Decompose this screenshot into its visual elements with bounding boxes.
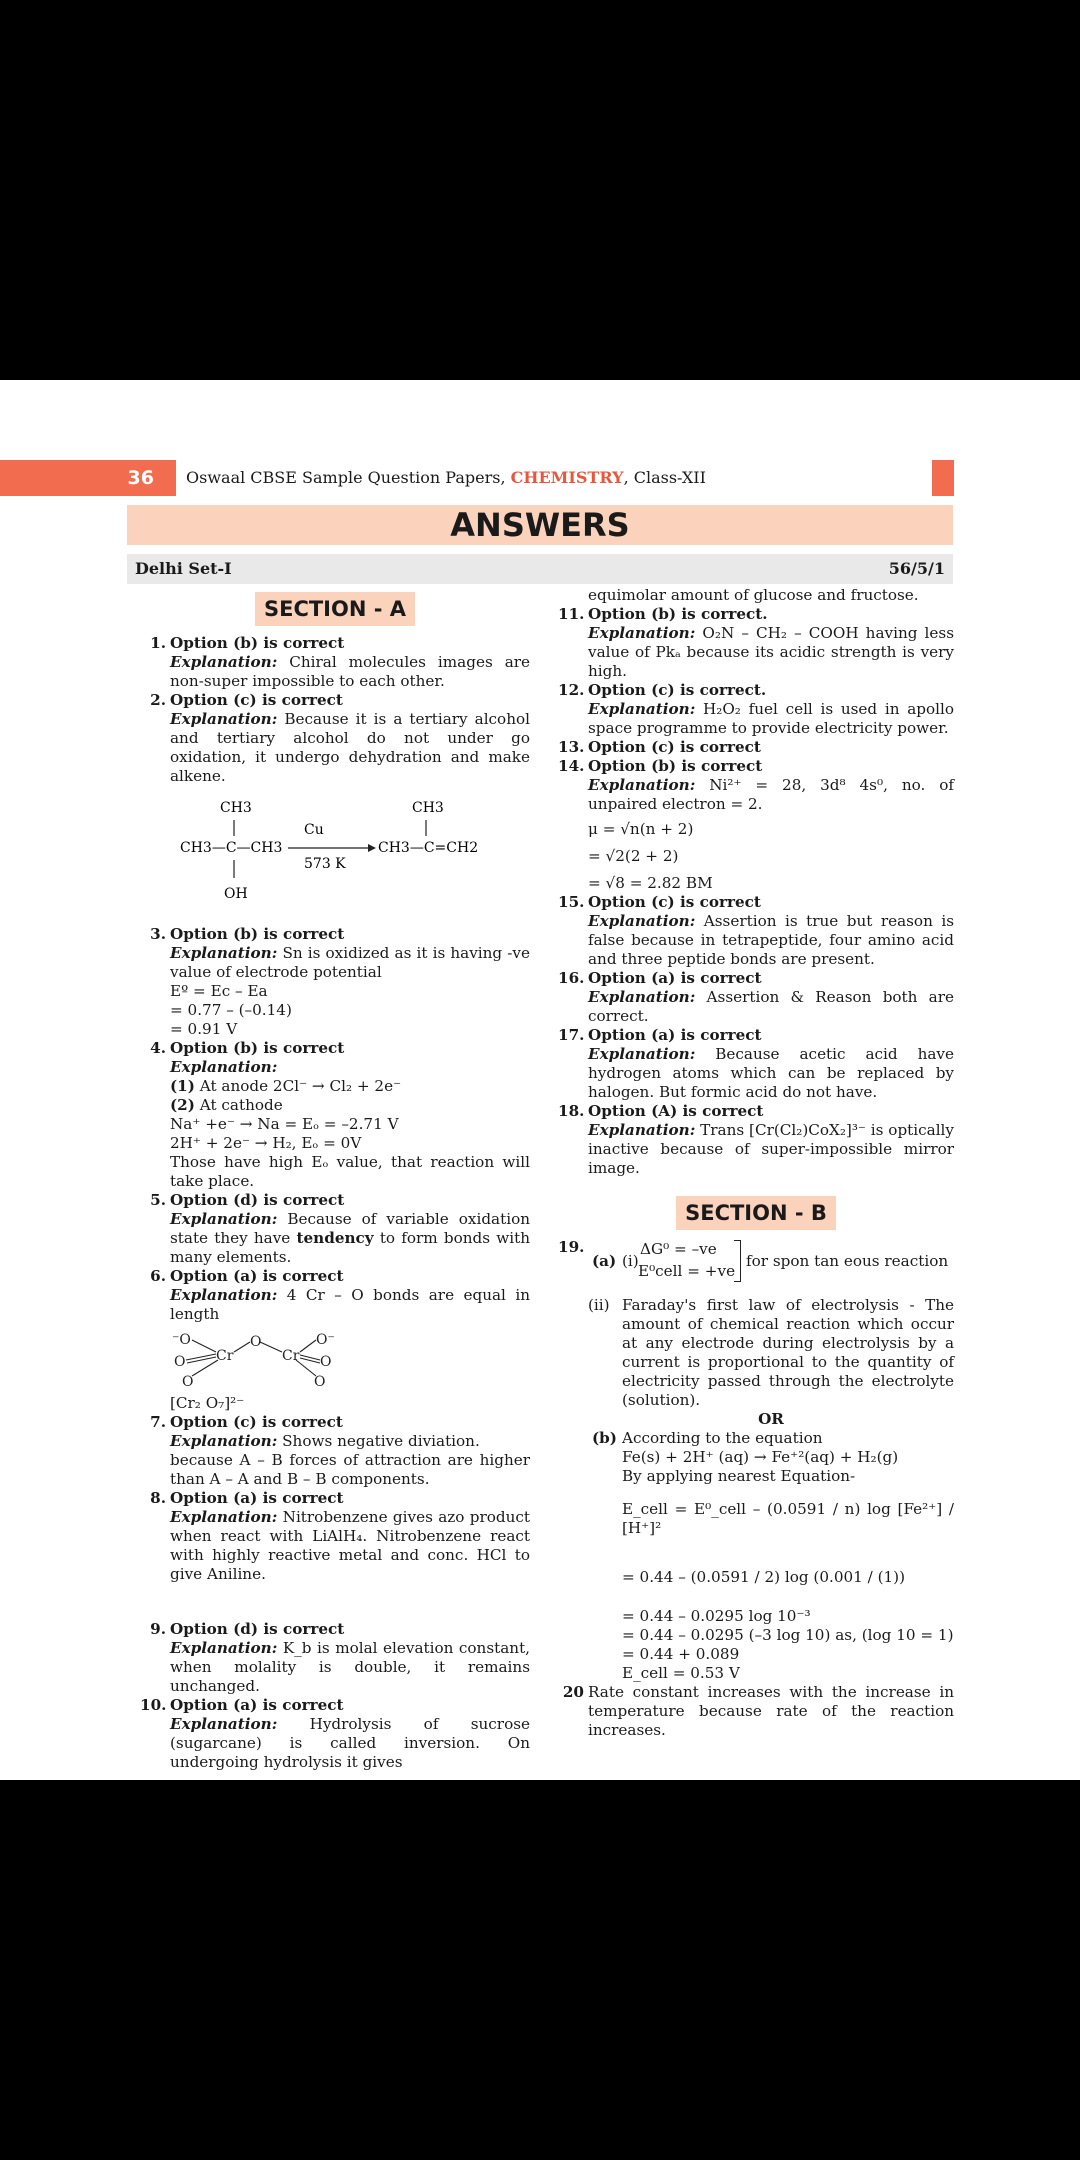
explanation-emphasis: tendency: [296, 1229, 374, 1247]
explanation-text: By applying nearest Equation-: [622, 1467, 856, 1485]
equation-line: E⁰cell = +ve: [638, 1262, 736, 1280]
answer-option: Option (c) is correct: [170, 691, 343, 709]
answer-option: Option (c) is correct: [588, 893, 761, 911]
step-label: (1): [170, 1077, 195, 1095]
explanation-text: H₂O₂ fuel cell is used in apollo space programme to provide electricity power.: [588, 700, 954, 737]
answer-option: Option (a) is correct: [170, 1696, 344, 1714]
svg-text:Cr: Cr: [282, 1348, 300, 1364]
explanation-text: Because it is a tertiary alcohol and tertiary alcohol do not under go oxidation, it undergo dehydration and make alkene.: [170, 710, 530, 785]
equation-line: = 0.44 – 0.0295 log 10⁻³: [622, 1607, 811, 1625]
explanation-label: Explanation:: [170, 1286, 278, 1304]
answer-item: [558, 893, 954, 969]
explanation-text: Assertion is true but reason is false because in tetrapeptide, four amino acid and three peptide bonds are present.: [588, 912, 954, 968]
answer-number: 16.: [558, 969, 585, 987]
svg-text:O⁻: O⁻: [316, 1332, 335, 1348]
continued-text: equimolar amount of glucose and fructose.: [588, 586, 919, 604]
answer-number: 17.: [558, 1026, 585, 1044]
right-column: [558, 586, 954, 1740]
dichromate-structure-diagram: [170, 1328, 370, 1394]
answer-item: [558, 1683, 954, 1740]
ch3-top-right: CH3: [412, 800, 444, 816]
answer-number: 6.: [150, 1267, 166, 1285]
svg-text:Cr: Cr: [216, 1348, 234, 1364]
answer-item: [558, 1102, 954, 1178]
svg-text:O: O: [320, 1354, 332, 1370]
answer-number: 5.: [150, 1191, 166, 1209]
equation-line: E_cell = E⁰_cell – (0.0591 / n) log [Fe²⁺] / [H⁺]²: [622, 1500, 954, 1537]
explanation-label: Explanation:: [170, 1058, 278, 1076]
svg-text:O: O: [250, 1334, 262, 1350]
set-code: 56/5/1: [888, 559, 945, 578]
svg-text:O: O: [182, 1374, 194, 1390]
svg-text:O: O: [174, 1354, 186, 1370]
explanation-label: Explanation:: [170, 1210, 278, 1228]
or-separator: OR: [758, 1410, 784, 1428]
equation-line: Na⁺ +e⁻ → Na = Eₒ = –2.71 V: [170, 1115, 399, 1133]
header-accent-bar: [932, 460, 954, 496]
answer-item: [558, 757, 954, 893]
answer-item: [558, 969, 954, 1026]
answer-item: [140, 1267, 530, 1413]
explanation-label: Explanation:: [170, 1508, 278, 1526]
answer-item: [140, 925, 530, 1039]
answer-item: [140, 634, 530, 691]
answer-option: Option (A) is correct: [588, 1102, 764, 1120]
answer-number: 18.: [558, 1102, 585, 1120]
answer-option: Option (a) is correct: [170, 1267, 344, 1285]
answer-item: [558, 605, 954, 681]
formula-line: [Cr₂ O₇]²⁻: [170, 1394, 245, 1412]
answer-item: [140, 1620, 530, 1696]
equation-line: E_cell = 0.53 V: [622, 1664, 740, 1682]
answer-number: 9.: [150, 1620, 166, 1638]
explanation-text: Chiral molecules images are non-super impossible to each other.: [170, 653, 530, 690]
temperature-label: 573 K: [304, 856, 346, 872]
answer-option: Option (a) is correct: [588, 969, 762, 987]
equation-line: = 0.44 – (0.0591 / 2) log (0.001 / (1)): [622, 1568, 906, 1586]
answer-item: [140, 691, 530, 786]
equation-line: At anode 2Cl⁻ → Cl₂ + 2e⁻: [194, 1077, 402, 1095]
answer-number: 8.: [150, 1489, 166, 1507]
explanation-text: Hydrolysis of sucrose (sugarcane) is called inversion. On undergoing hydrolysis it gives: [170, 1715, 530, 1771]
explanation-text: According to the equation: [622, 1429, 823, 1447]
answer-number: 4.: [150, 1039, 166, 1057]
explanation-text: Nitrobenzene gives azo product when react with LiAlH₄. Nitrobenzene react with highly reactive metal and conc. HCl to give Aniline.: [170, 1508, 530, 1583]
equation-line: = 0.91 V: [170, 1020, 238, 1038]
section-a-heading: SECTION - A: [255, 592, 415, 626]
answer-item: [140, 1039, 530, 1191]
explanation-text: Rate constant increases with the increase in temperature because rate of the reaction increases.: [588, 1683, 954, 1739]
answer-item: [558, 1026, 954, 1102]
book-title: [186, 460, 706, 496]
subpart-label: (i): [622, 1252, 639, 1270]
catalyst-label: Cu: [304, 822, 324, 838]
title-suffix: , Class-XII: [623, 468, 706, 487]
explanation-label: Explanation:: [588, 776, 696, 794]
equation-line: At cathode: [194, 1096, 283, 1114]
step-label: (2): [170, 1096, 195, 1114]
answer-option: Option (b) is correct.: [588, 605, 768, 623]
explanation-text: to form bonds with many elements.: [170, 1229, 530, 1266]
explanation-text: K_b is molal elevation constant, when molality is double, it remains unchanged.: [170, 1639, 530, 1695]
title-prefix: Oswaal CBSE Sample Question Papers,: [186, 468, 511, 487]
subpart-label: (ii): [588, 1296, 610, 1314]
answer-number: 14.: [558, 757, 585, 775]
explanation-label: Explanation:: [170, 1639, 278, 1657]
title-subject: CHEMISTRY: [510, 468, 624, 487]
explanation-text: Trans [Cr(Cl₂)CoX₂]³⁻ is optically inactive because of super-impossible mirror image.: [588, 1121, 954, 1177]
answer-number: 12.: [558, 681, 585, 699]
part-label: (b): [592, 1429, 617, 1447]
reactant-chain: CH3—C—CH3: [180, 840, 283, 856]
answer-item: [140, 1696, 530, 1772]
answer-option: Option (c) is correct: [170, 1413, 343, 1431]
equation-line: = √2(2 + 2): [588, 847, 679, 865]
explanation-label: Explanation:: [588, 624, 696, 642]
answer-number: 19.: [558, 1238, 585, 1256]
equation-line: μ = √n(n + 2): [588, 820, 694, 838]
ch3-top-left: CH3: [220, 800, 252, 816]
equation-line: = 0.44 – 0.0295 (–3 log 10) as, (log 10 = 1): [622, 1626, 954, 1644]
page-number: 36: [0, 460, 176, 496]
explanation-text: because A – B forces of attraction are higher than A – A and B – B components.: [170, 1451, 530, 1488]
explanation-label: Explanation:: [588, 988, 696, 1006]
document-page: [0, 380, 1080, 1780]
svg-text:O: O: [314, 1374, 326, 1390]
explanation-text: Ni²⁺ = 28, 3d⁸ 4s⁰, no. of unpaired electron = 2.: [588, 776, 954, 813]
explanation-text: 4 Cr – O bonds are equal in length: [170, 1286, 530, 1323]
set-bar: [127, 554, 953, 584]
equation-line: = 0.44 + 0.089: [622, 1645, 740, 1663]
equation-line: ΔG⁰ = –ve: [640, 1240, 717, 1258]
equation-line: Eº = Ec – Ea: [170, 982, 268, 1000]
svg-text:⁻O: ⁻O: [172, 1332, 191, 1348]
equation-line: 2H⁺ + 2e⁻ → H₂, Eₒ = 0V: [170, 1134, 362, 1152]
explanation-text: Because acetic acid have hydrogen atoms which can be replaced by halogen. But formic acid do not have.: [588, 1045, 954, 1101]
explanation-label: Explanation:: [170, 1715, 278, 1733]
explanation-text: Because of variable oxidation state they have: [170, 1210, 530, 1247]
part-label: (a): [592, 1252, 617, 1270]
explanation-label: Explanation:: [588, 700, 696, 718]
equation-line: Fe(s) + 2H⁺ (aq) → Fe⁺²(aq) + H₂(g): [622, 1448, 899, 1466]
oh-group: OH: [224, 886, 248, 902]
answer-number: 3.: [150, 925, 166, 943]
explanation-text: Assertion & Reason both are correct.: [588, 988, 954, 1025]
answer-number: 2.: [150, 691, 166, 709]
page-header: [0, 460, 1080, 496]
answer-item: [140, 1489, 530, 1584]
answer-option: Option (b) is correct: [170, 634, 345, 652]
answer-item: [140, 1191, 530, 1267]
answer-number: 11.: [558, 605, 585, 623]
answer-number: 15.: [558, 893, 585, 911]
explanation-text: Sn is oxidized as it is having -ve value of electrode potential: [170, 944, 530, 981]
explanation-text: for spon tan eous reaction: [746, 1252, 949, 1270]
answer-option: Option (b) is correct: [170, 925, 345, 943]
answer-option: Option (d) is correct: [170, 1191, 345, 1209]
answer-option: Option (b) is correct: [588, 757, 763, 775]
answer-number: 1.: [150, 634, 166, 652]
answer-item: [558, 681, 954, 738]
product-chain: CH3—C=CH2: [378, 840, 479, 856]
answer-option: Option (d) is correct: [170, 1620, 345, 1638]
explanation-label: Explanation:: [170, 710, 278, 728]
answer-item: [558, 1238, 954, 1683]
answer-number: 7.: [150, 1413, 166, 1431]
explanation-label: Explanation:: [588, 1121, 696, 1139]
explanation-label: Explanation:: [170, 1432, 278, 1450]
dehydration-reaction-diagram: [176, 794, 536, 914]
answer-option: Option (b) is correct: [170, 1039, 345, 1057]
answer-number: 20: [562, 1683, 584, 1701]
answer-option: Option (a) is correct: [170, 1489, 344, 1507]
answer-option: Option (c) is correct.: [588, 681, 767, 699]
answer-option: Option (c) is correct: [588, 738, 761, 756]
explanation-label: Explanation:: [170, 653, 278, 671]
explanation-text: Faraday's first law of electrolysis - The amount of chemical reaction which occur at any electrode during electrolysis by a current is proportional to the quantity of electricity passed through the electrolyte (solution).: [622, 1296, 954, 1409]
explanation-text: O₂N – CH₂ – COOH having less value of Pkₐ because its acidic strength is very high.: [588, 624, 954, 680]
equation-line: = 0.77 – (–0.14): [170, 1001, 292, 1019]
explanation-text: Those have high Eₒ value, that reaction will take place.: [170, 1153, 530, 1190]
explanation-text: Shows negative diviation.: [277, 1432, 480, 1450]
answer-item: [140, 1413, 530, 1489]
answer-number: 10.: [140, 1696, 167, 1714]
answer-item: [558, 738, 954, 757]
section-b-heading: SECTION - B: [676, 1196, 836, 1230]
bracket: [734, 1240, 741, 1282]
left-column: [140, 586, 530, 1772]
explanation-label: Explanation:: [170, 944, 278, 962]
answers-heading: ANSWERS: [127, 505, 953, 545]
explanation-label: Explanation:: [588, 912, 696, 930]
answer-option: Option (a) is correct: [588, 1026, 762, 1044]
equation-line: = √8 = 2.82 BM: [588, 874, 713, 892]
set-name: Delhi Set-I: [135, 559, 232, 578]
explanation-label: Explanation:: [588, 1045, 696, 1063]
answer-number: 13.: [558, 738, 585, 756]
